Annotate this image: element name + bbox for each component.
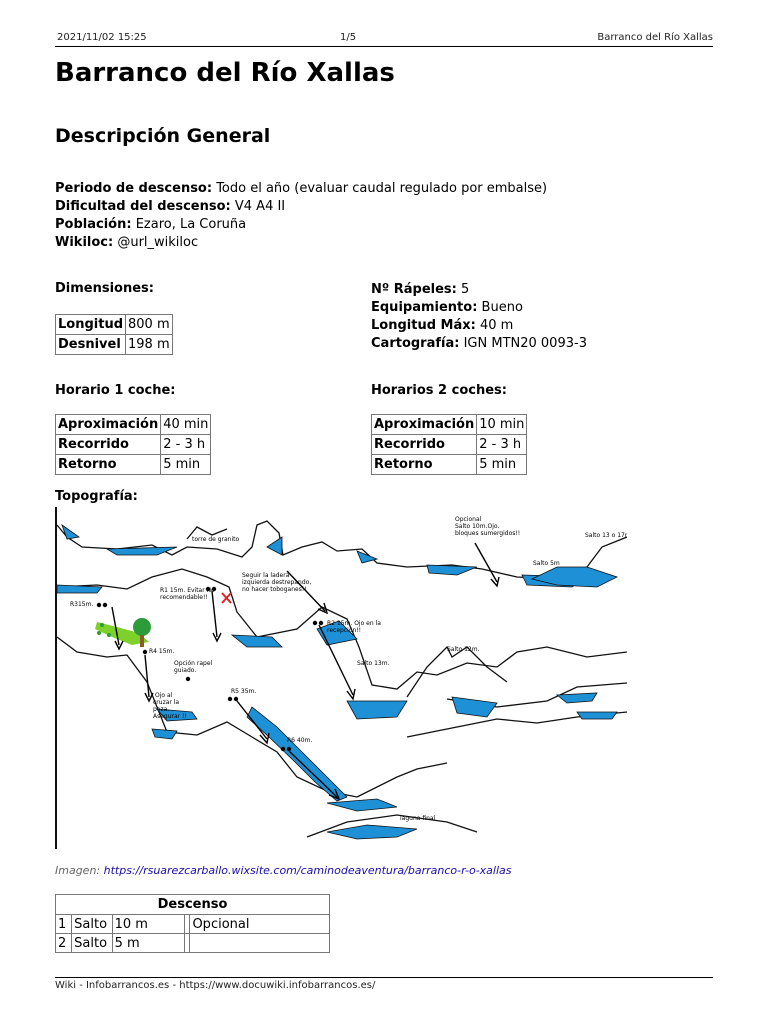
annotation-opcional-detail: Salto 10m.Ojo. xyxy=(455,523,500,530)
header-title: Barranco del Río Xallas xyxy=(597,32,713,43)
page-header xyxy=(55,30,713,46)
info-cartografia: Cartografía: IGN MTN20 0093-3 xyxy=(371,336,587,351)
horario2-table xyxy=(371,414,527,475)
annotation-torre-1: torre de granito xyxy=(192,536,240,543)
header-divider xyxy=(55,46,713,47)
annotation-r4: R4 15m. xyxy=(149,648,175,655)
topografia-label: Topografía: xyxy=(55,489,138,504)
table-header-row xyxy=(56,895,330,915)
header-page-number: 1/5 xyxy=(340,32,357,43)
page-title: Barranco del Río Xallas xyxy=(55,58,395,88)
annotation-ojo-1: Ojo al xyxy=(155,692,173,699)
topography-svg xyxy=(57,507,627,849)
table-row: Longitud 800 m xyxy=(56,315,173,335)
annotation-r2b: recepción!! xyxy=(327,627,362,634)
annotation-ojo-3: poza. xyxy=(153,706,170,713)
image-caption: Imagen: https://rsuarezcarballo.wixsite.com/caminodeaventura/barranco-r-o-xallas xyxy=(55,864,512,877)
wikiloc-link[interactable]: @url_wikiloc xyxy=(117,235,199,250)
annotation-opcional: Opcional xyxy=(455,516,482,523)
info-rapeles: Nº Rápeles: 5 xyxy=(371,282,470,297)
annotation-r6: R6 40m. xyxy=(287,737,313,744)
descenso-title: Descenso xyxy=(56,895,330,915)
right-info xyxy=(371,281,587,353)
table-row: Aproximación 10 min xyxy=(372,415,527,435)
table-row: 1 Salto 10 m Opcional xyxy=(56,915,330,934)
info-longitud-max: Longitud Máx: 40 m xyxy=(371,318,514,333)
info-dificultad: Dificultad del descenso: V4 A4 II xyxy=(55,199,286,214)
horario2-label: Horarios 2 coches: xyxy=(371,383,507,398)
horario1-label: Horario 1 coche: xyxy=(55,383,176,398)
table-row: Desnivel 198 m xyxy=(56,335,173,355)
annotation-ojo-4: Asegurar !! xyxy=(153,713,187,720)
info-wikiloc: Wikiloc: @url_wikiloc xyxy=(55,235,199,250)
annotation-opcional-detail-2: bloques sumergidos!! xyxy=(455,530,521,537)
annotation-salto-12: Salto 12m. xyxy=(447,646,480,653)
topography-diagram xyxy=(55,507,627,849)
horario1-table xyxy=(55,414,211,475)
header-date: 2021/11/02 15:25 xyxy=(57,32,147,43)
info-poblacion: Población: Ezaro, La Coruña xyxy=(55,217,247,232)
caption-link[interactable]: https://rsuarezcarballo.wixsite.com/caminodeaventura/barranco-r-o-xallas xyxy=(103,864,512,877)
annotation-salto-13: Salto 13m. xyxy=(357,660,390,667)
annotation-r3: R315m. xyxy=(70,601,94,608)
annotation-seguir-2: izquierda destrepando, xyxy=(242,579,312,586)
info-equipamiento: Equipamiento: Bueno xyxy=(371,300,523,315)
footer-divider xyxy=(55,977,713,978)
table-row: 2 Salto 5 m xyxy=(56,934,330,953)
anchor-dots xyxy=(97,587,323,751)
dimensiones-label: Dimensiones: xyxy=(55,281,154,296)
annotation-r5: R5 35m. xyxy=(231,688,257,695)
annotation-r1: R1 15m. Evitar No xyxy=(160,587,215,594)
annotation-r2: R2 15m. Ojo en la xyxy=(327,620,381,627)
annotation-seguir-1: Seguir la ladera xyxy=(242,572,290,579)
page-footer: Wiki - Infobarrancos.es - https://www.docuwiki.infobarrancos.es/ xyxy=(55,980,376,991)
table-row: Recorrido 2 - 3 h xyxy=(56,435,211,455)
info-periodo: Periodo de descenso: Todo el año (evaluar caudal regulado por embalse) xyxy=(55,181,548,196)
table-row: Retorno 5 min xyxy=(56,455,211,475)
section-title: Descripción General xyxy=(55,125,271,147)
descenso-table xyxy=(55,894,330,953)
annotation-seguir-3: no hacer toboganes!! xyxy=(242,586,307,593)
annotation-salto-13-17: Salto 13 o 17m xyxy=(585,532,627,539)
table-row: Retorno 5 min xyxy=(372,455,527,475)
annotation-ojo-2: cruzar la xyxy=(153,699,180,706)
annotation-laguna: laguna final xyxy=(400,815,436,822)
danger-icon xyxy=(222,593,231,603)
table-row: Recorrido 2 - 3 h xyxy=(372,435,527,455)
dimensiones-table xyxy=(55,314,173,355)
general-info xyxy=(55,180,547,252)
annotation-salto-5: Salto 5m xyxy=(533,560,560,567)
annotation-opcion-2: guiado. xyxy=(174,667,197,674)
table-row: Aproximación 40 min xyxy=(56,415,211,435)
annotation-opcion: Opción rapel xyxy=(174,660,213,667)
annotation-r1b: recomendable!! xyxy=(160,594,208,601)
